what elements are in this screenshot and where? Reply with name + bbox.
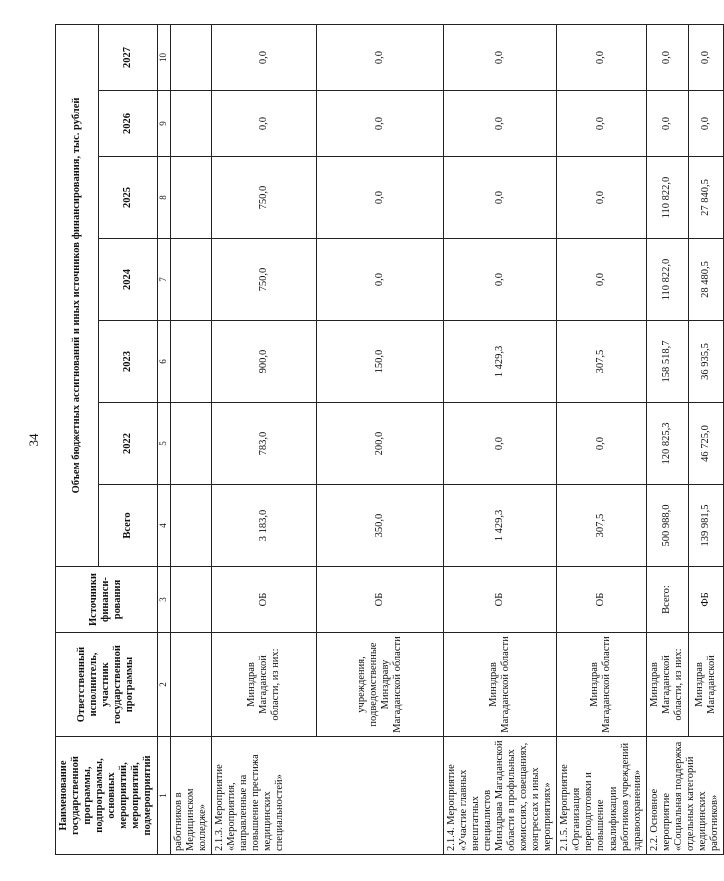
value-cell: 0,0: [443, 91, 557, 157]
row-source: ОБ: [316, 567, 443, 633]
header-year: 2024: [98, 239, 157, 321]
value-cell: 0,0: [688, 91, 724, 157]
column-index: 1: [157, 737, 170, 855]
value-cell: 0,0: [557, 91, 646, 157]
column-index: 9: [157, 91, 170, 157]
value-cell: 783,0: [211, 403, 316, 485]
value-cell: 200,0: [316, 403, 443, 485]
value-cell: 110 822,0: [646, 239, 688, 321]
row-name: 2.1.4. Мероприятие «Участие главных внештатных специалистов Минздрава Магаданской области в профильных комиссиях, совещаниях, конгрессах и иных мероприятиях»: [443, 737, 557, 855]
column-index: 3: [157, 567, 170, 633]
table-row: [170, 24, 211, 854]
row-source: ОБ: [211, 567, 316, 633]
value-cell: 0,0: [211, 24, 316, 90]
value-cell: 0,0: [316, 157, 443, 239]
table-row: [443, 24, 557, 854]
value-cell: 0,0: [316, 91, 443, 157]
value-cell: 0,0: [316, 24, 443, 90]
row-executor: [170, 633, 211, 737]
column-index: 2: [157, 633, 170, 737]
header-total: Всего: [98, 485, 157, 567]
value-cell: 36 935,5: [688, 321, 724, 403]
value-cell: [170, 24, 211, 90]
value-cell: 0,0: [443, 239, 557, 321]
table-row: [557, 24, 646, 854]
value-cell: 307,5: [557, 321, 646, 403]
value-cell: 350,0: [316, 485, 443, 567]
value-cell: 0,0: [646, 91, 688, 157]
column-index: 8: [157, 157, 170, 239]
value-cell: 0,0: [443, 24, 557, 90]
value-cell: 158 518,7: [646, 321, 688, 403]
value-cell: 307,5: [557, 485, 646, 567]
value-cell: 28 480,5: [688, 239, 724, 321]
header-year: 2025: [98, 157, 157, 239]
header-source: Источники финанси-рования: [56, 567, 158, 633]
value-cell: 46 725,0: [688, 403, 724, 485]
header-year: 2027: [98, 24, 157, 90]
value-cell: 750,0: [211, 157, 316, 239]
value-cell: 110 822,0: [646, 157, 688, 239]
value-cell: 0,0: [211, 91, 316, 157]
value-cell: [170, 321, 211, 403]
row-executor: Минздрав Магаданской: [688, 633, 724, 737]
value-cell: 0,0: [443, 403, 557, 485]
value-cell: 120 825,3: [646, 403, 688, 485]
value-cell: [170, 485, 211, 567]
column-index: 10: [157, 24, 170, 90]
page-number: 34: [26, 433, 41, 447]
row-executor: учреждения, подведомственные Минздраву Магаданской области: [316, 633, 443, 737]
value-cell: 0,0: [646, 24, 688, 90]
header-year: 2022: [98, 403, 157, 485]
row-source: ОБ: [443, 567, 557, 633]
column-index: 5: [157, 403, 170, 485]
row-executor: Минздрав Магаданской области: [443, 633, 557, 737]
value-cell: [170, 239, 211, 321]
value-cell: [170, 157, 211, 239]
table-row: [688, 24, 724, 854]
row-name: 2.1.5. Мероприятие «Организация переподготовки и повышение квалификации работников учреждений здравоохранения»: [557, 737, 646, 855]
header-executor: Ответственный исполнитель, участник государственной программы: [56, 633, 158, 737]
row-executor: Минздрав Магаданской области: [557, 633, 646, 737]
row-source: [170, 567, 211, 633]
table-row: [211, 24, 316, 854]
value-cell: 0,0: [443, 157, 557, 239]
row-source: ФБ: [688, 567, 724, 633]
value-cell: [170, 403, 211, 485]
financing-table: [55, 24, 724, 855]
row-name: 2.1.3. Мероприятие «Мероприятия, направленные на повышение престижа медицинских специальностей»: [211, 737, 443, 855]
table-row: [316, 24, 443, 854]
header-volume: Объем бюджетных ассигнований и иных источников финансирования, тыс. рублей: [56, 24, 99, 566]
value-cell: 1 429,3: [443, 485, 557, 567]
table-row: [646, 24, 688, 854]
column-index: 4: [157, 485, 170, 567]
column-index: 7: [157, 239, 170, 321]
header-name: Наименование государственной программы, подпрограммы, основных мероприятий, мероприятий, подмероприятий: [56, 737, 158, 855]
row-source: Всего:: [646, 567, 688, 633]
row-executor: Минздрав Магаданской области, из них:: [211, 633, 316, 737]
value-cell: 1 429,3: [443, 321, 557, 403]
header-year: 2023: [98, 321, 157, 403]
row-source: ОБ: [557, 567, 646, 633]
row-name: 2.2. Основное мероприятие «Социальная поддержка отдельных категорий медицинских работников»: [646, 737, 723, 855]
value-cell: 27 840,5: [688, 157, 724, 239]
row-name: работников в Медицинском колледже»: [170, 737, 211, 855]
value-cell: 900,0: [211, 321, 316, 403]
value-cell: 0,0: [557, 239, 646, 321]
value-cell: 750,0: [211, 239, 316, 321]
value-cell: 500 988,0: [646, 485, 688, 567]
value-cell: 0,0: [557, 157, 646, 239]
value-cell: 139 981,5: [688, 485, 724, 567]
value-cell: 0,0: [557, 403, 646, 485]
column-index: 6: [157, 321, 170, 403]
rotated-table-container: [55, 25, 720, 855]
value-cell: 150,0: [316, 321, 443, 403]
value-cell: [170, 91, 211, 157]
header-year: 2026: [98, 91, 157, 157]
value-cell: 0,0: [688, 24, 724, 90]
value-cell: 0,0: [316, 239, 443, 321]
value-cell: 3 183,0: [211, 485, 316, 567]
row-executor: Минздрав Магаданской области, из них:: [646, 633, 688, 737]
value-cell: 0,0: [557, 24, 646, 90]
